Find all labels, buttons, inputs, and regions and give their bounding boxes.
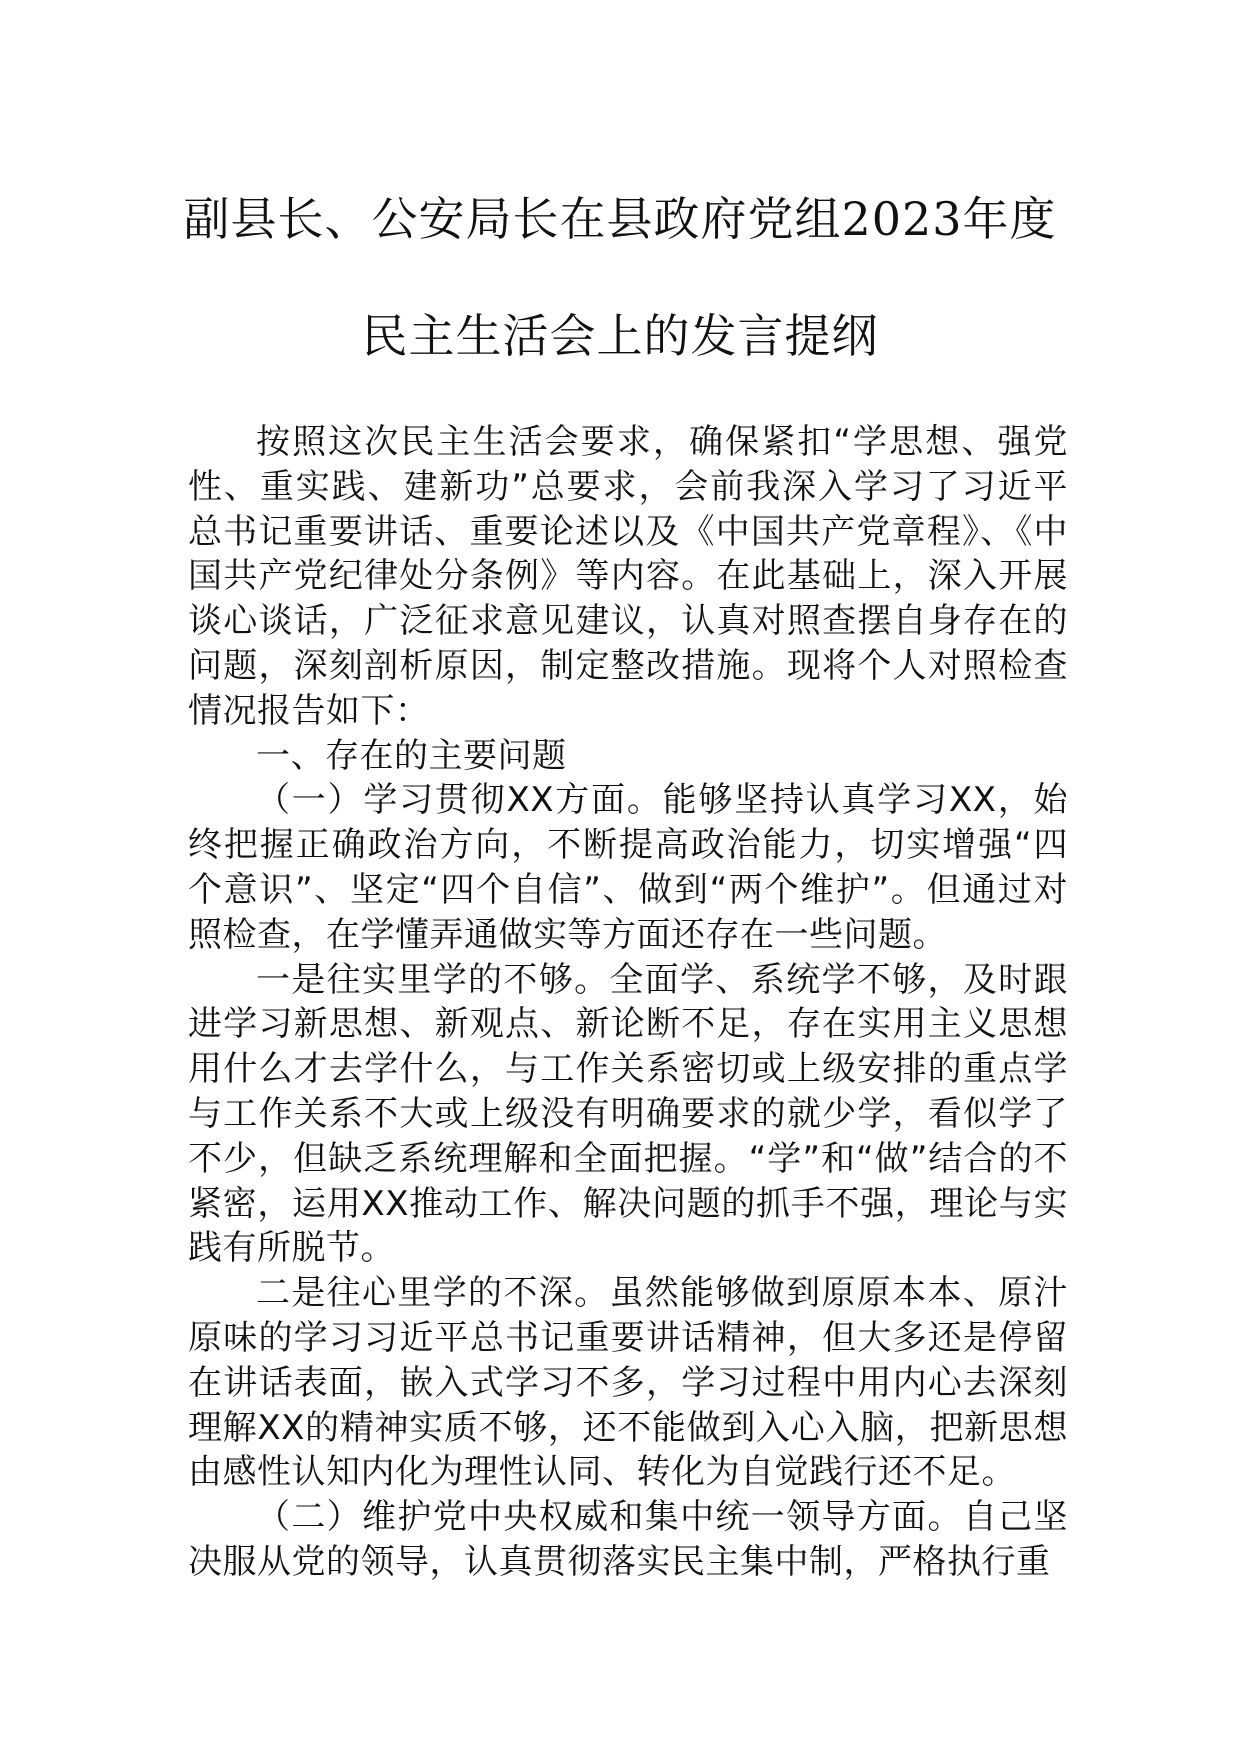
document-title-line-1: 副县长、公安局长在县政府党组2023年度 [183,192,1057,246]
intro-paragraph: 按照这次民主生活会要求，确保紧扣“学思想、强党性、重实践、建新功”总要求，会前我深入学习了习近平总书记重要讲话、重要论述以及《中国共产党章程》、《中国共产党纪律处分条例》等内容。在此基础上，深入开展谈心谈话，广泛征求意见建议，认真对照查摆自身存在的问题，深刻剖析原因，制定整改措施。现将个人对照检查情况报告如下： [188,422,1068,731]
body-paragraph: 一是往实里学的不够。全面学、系统学不够，及时跟进学习新思想、新观点、新论断不足，存在实用主义思想用什么才去学什么，与工作关系密切或上级安排的重点学与工作关系不大或上级没有明确要求的就少学，看似学了不少，但缺乏系统理解和全面把握。“学”和“做”结合的不紧密，运用XX推动工作、解决问题的抓手不强，理论与实践有所脱节。 [188,959,1068,1269]
body-paragraph: （一）学习贯彻XX方面。能够坚持认真学习XX，始终把握正确政治方向，不断提高政治能力，切实增强“四个意识”、坚定“四个自信”、做到“两个维护”。但通过对照检查，在学懂弄通做实等方面还存在一些问题。 [188,780,1068,955]
section-heading: 一、存在的主要问题 [256,735,567,776]
document-body [188,420,1068,1585]
body-paragraph: 二是往心里学的不深。虽然能够做到原原本本、原汁原味的学习习近平总书记重要讲话精神，但大多还是停留在讲话表面，嵌入式学习不多，学习过程中用内心去深刻理解XX的精神实质不够，还不能做到入心入脑，把新思想由感性认知内化为理性认同、转化为自觉践行还不足。 [188,1273,1068,1493]
document-title-line-2: 民主生活会上的发言提纲 [361,309,879,363]
body-paragraph: （二）维护党中央权威和集中统一领导方面。自己坚决服从党的领导，认真贯彻落实民主集中制，严格执行重 [188,1497,1068,1582]
